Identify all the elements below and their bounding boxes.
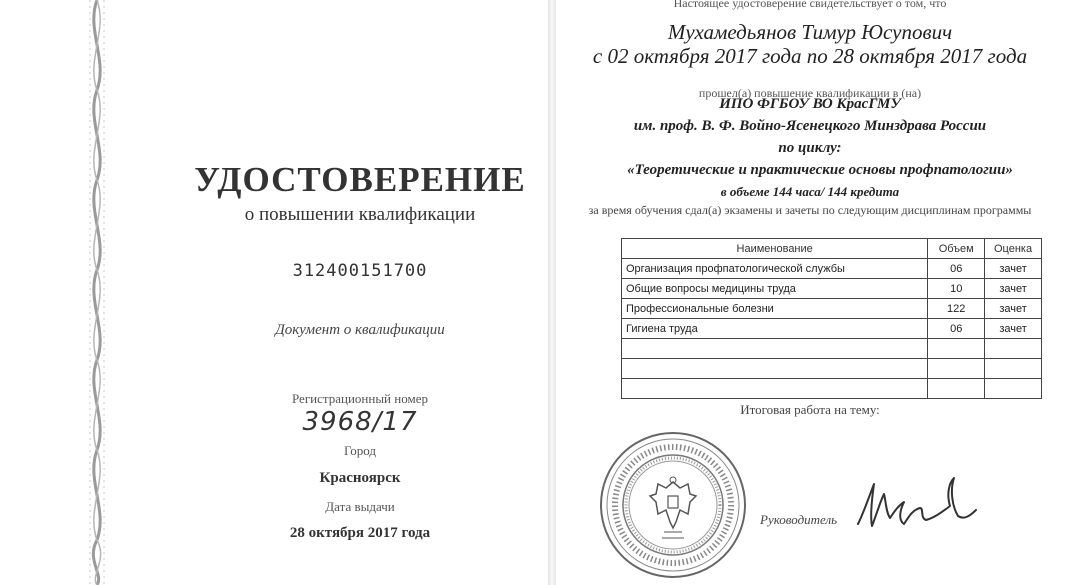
subject-name: Профессиональные болезни — [622, 299, 928, 319]
passed-label: прошел(а) повышение квалификации в (на) — [698, 86, 922, 100]
table-row-empty — [622, 379, 1042, 399]
header-name: Наименование — [622, 239, 928, 259]
subjects-table — [621, 238, 1042, 399]
registration-number: 3968/17 — [302, 407, 418, 437]
institution-line-2: им. проф. В. Ф. Войно-Ясенецкого Минздрава России — [633, 118, 987, 134]
issue-date: 28 октября 2017 года — [289, 525, 431, 541]
subject-grade: зачет — [985, 319, 1042, 339]
page-spine — [548, 0, 556, 585]
serial-number: 312400151700 — [292, 261, 428, 281]
table-row-empty — [622, 339, 1042, 359]
final-work-label: Итоговая работа на тему: — [740, 402, 880, 417]
city-value: Красноярск — [319, 470, 401, 486]
subject-volume: 06 — [928, 319, 985, 339]
exams-text: за время обучения сдал(а) экзамены и зачеты по следующим дисциплинам программы — [588, 203, 1032, 217]
cycle-label: по циклу: — [778, 140, 842, 156]
subject-volume: 06 — [928, 259, 985, 279]
study-period: с 02 октября 2017 года по 28 октября 2017 года — [592, 44, 1028, 68]
course-volume: в объеме 144 часа/ 144 кредита — [720, 184, 900, 199]
holder-name: Мухамедьянов Тимур Юсупович — [667, 20, 953, 44]
table-row — [622, 299, 1042, 319]
signature-icon — [850, 472, 980, 537]
table-row-empty — [622, 359, 1042, 379]
header-grade: Оценка — [985, 239, 1042, 259]
course-name: «Теоретические и практические основы профпатологии» — [627, 162, 1013, 178]
ornament-border-icon — [84, 0, 110, 585]
city-label: Город — [343, 443, 377, 458]
table-row — [622, 279, 1042, 299]
subject-grade: зачет — [985, 299, 1042, 319]
subject-grade: зачет — [985, 259, 1042, 279]
subject-volume: 122 — [928, 299, 985, 319]
table-row — [622, 319, 1042, 339]
subject-name: Общие вопросы медицины труда — [622, 279, 928, 299]
subject-name: Организация профпатологической службы — [622, 259, 928, 279]
table-header-row — [622, 239, 1042, 259]
issue-date-label: Дата выдачи — [325, 499, 395, 514]
registration-label: Регистрационный номер — [292, 391, 428, 406]
head-label: Руководитель — [760, 512, 838, 527]
table-row — [622, 259, 1042, 279]
certificate-title: УДОСТОВЕРЕНИЕ — [194, 160, 526, 199]
intro-text: Настоящее удостоверение свидетельствует о том, что — [673, 0, 947, 10]
subject-volume: 10 — [928, 279, 985, 299]
institution-line-1: ИПО ФГБОУ ВО КрасГМУ — [719, 96, 901, 112]
subject-grade: зачет — [985, 279, 1042, 299]
official-seal-icon — [598, 430, 748, 580]
document-type: Документ о квалификации — [275, 322, 445, 338]
certificate-subtitle: о повышении квалификации — [244, 204, 476, 225]
subject-name: Гигиена труда — [622, 319, 928, 339]
header-volume: Объем — [928, 239, 985, 259]
